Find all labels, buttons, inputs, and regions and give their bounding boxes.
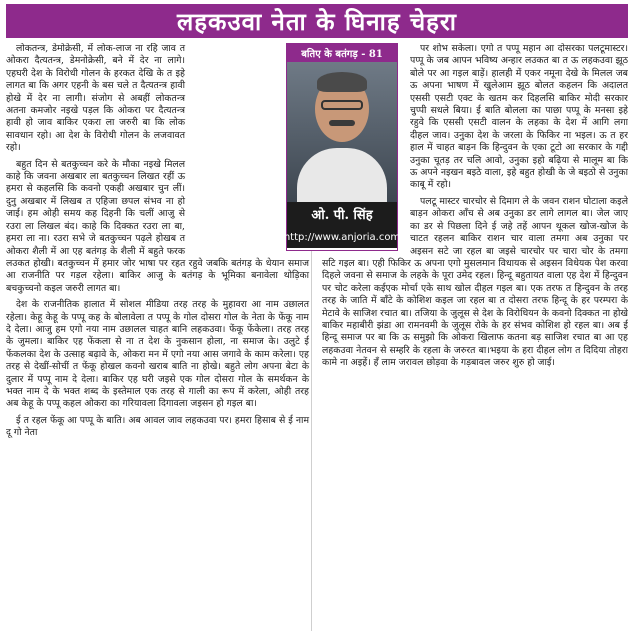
author-url[interactable]: http://www.anjoria.com: [287, 226, 397, 248]
author-name: ओ. पी. सिंह: [287, 202, 397, 226]
glasses-icon: [321, 100, 363, 110]
article-body: [6, 43, 628, 631]
column-tag: बतिए के बतंगड़ - 81: [287, 44, 397, 62]
author-photo: [287, 62, 397, 202]
paragraph: पर शोभ सकेला। एगो त पप्पू महान आ दोसरका पलटूमास्टर। पप्पू के जब आपन भविष्य अन्हार लउकत बा त ऊ लहकउवा झूठ बोले पर आ गइल बाड़ें। हालही में एकर नमूना देखे के मिलल जब ऊ अपना भाषण में खुलेआम झूठ बोलत कहलन कि अदालत एससी एसटी एक्ट के खतम कर दिहलसि बाकिर मोदी सरकार चुप्पी सधले बिया। ई बाति बोलला का पाछा पप्पू के मनसा इहे रहुवे कि एससी एसटी वालन के लहका के देश में आगि लगा दीहल जाव। उनुका देश के जरला के फिकिर ना भइल। ऊ त हर हाल में चाहत बाड़न कि हिन्दुवन के एका टूटो आ सरकार के गद्दी उनुका चूतड़ तर चलि आवो, उनुका इहो बढ़िया से मालूम बा कि ऊ अपने नइखन बइठे वाला, इहे बहुत होखी के जे बइठो से उनुका काबू में रहो।: [410, 43, 628, 191]
paragraph: ई त रहल फेंकू आ पप्पू के बाति। अब आवल जाव लहकउवा पर। हमरा हिसाब से ई नाम दू गो नेता: [6, 414, 309, 439]
headline: लहकउवा नेता के घिनाह चेहरा: [6, 4, 628, 38]
article-column-left: [6, 43, 312, 631]
paragraph: बहुत दिन से बतकुच्चन करे के मौका नइखे मिलल काहे कि जवना अखबार ला बतकुच्चन लिखत रहीं ऊ हमरा से कहलसि कि कवनो एकही अखबार चुन लीं। दुनु अखबार में लिखब त एहिजा छपल संभव ना हो जाई। हम ओही समय कह दिहनी कि चलीं आजु से रउरा ला लिखल बंद। काहे कि दिक्कत रउरा ला बा, हमरा ला ना। रउरा सभे जे बतकुच्चन पढ़ले होखब त ओकरा शैली में आ एह बतंगड़ के शैली में बहुते फरक लउकत होखी। बतकुच्चन में हमार जोर भाषा पर रहत रहुवे जबकि बतंगड़ के धेयान समाज आ राजनीति पर गड़ल रहेला। बाकिर आजु के बतंगड़ के भूमिका बनावेला थोड़िका बचकुच्चनो कइल जरुरी लागत बा।: [6, 158, 309, 294]
paragraph: लोकतन्त्र, डेमोक्रेसी, में लोक-लाज ना रहि जाव त ओकरा दैत्यतन्त्र, डेमनोक्रेसी, बने में देर ना लागे। एहघरी देश के विरोधी गोलन के हरकत देखि के त इहे लागत बा कि अगर एहनी के बस चले त दैत्यतन्त्र हावी होखे में देर ना लागी। संजोग से अबहीं लोकतन्त्र अतना कमजोर नइखे पड़ल कि ओकरा पर दैत्यतन्त्र हावी हो जाव बाकिर एकरा ला जरुरी बा कि लोक सावधान रहो। आ देश के विरोधी गोलन के लजवावत रहो।: [6, 43, 185, 154]
author-feature-box: [283, 43, 401, 251]
paragraph: देश के राजनीतिक हालात में सोशल मीडिया तरह तरह के मुहावरा आ नाम उछालत रहेला। केहू केहू के पप्पू कह के बोलावेला त पप्पू के गोल दोसरा गोल के नेता के फेंकू नाम दे देला। आजु हम एगो नया नाम उछालल चाहत बानि लहकउवा। फेंकू फेंकेला। तरह तरह के जुमला। बाकिर एह फेंकला से ना त देश के नुकसान होला, ना समाज के। उलुटे ई फेंकलका देश के उत्साह बढ़ावे के, ओकरा मन में एगो नया आस जगावे के काम करेला। एह तरह से देखीं-सोचीं त फेंकू होखल कवनो खराब बाति ना होखे। बहुते लोग अपना बेटा के दुलार में पप्पू नाम दे देला। बाकिर एह घरी जइसे एक गोल दोसरा गोल के समर्थकन के भक्त नाम दे के भक्त शब्द के इस्तेमाल एक तरह से गाली का रूप में करेला, ओही तरह अब केहू के पप्पू कहल ओकरा का गरियावला दिगावला जइसन हो गइल बा।: [6, 299, 309, 410]
author-shirt: [297, 148, 387, 202]
author-mustache: [329, 120, 355, 126]
paragraph: पलटू मास्टर चारचोर से दिमाग ले के जवन राशन घोटाला कइले बाड़न ओकरा आँच से अब उनुका डर लागे लागल बा। जेल जाए का डर से पिछला दिने ई जहे तहें आपन थूकल खोज-खोज के चाटत रहलन बाकिर राशन चार वाला तमगा अब उनुका पर अइसन सटे जा रहल बा जइसे चारचोर पर चारा चोर के तमगा सटि गइल बा। एही फिकिर ऊ अपना एगो मुसलमान विधायक से अइसन विधेयक पेश करवा दिहले जवना से समाज के लहके के पूरा उमेद रहल। हिन्दू बहुतायत वाला एह देश में हिन्दुवन पर चोट करेला कईएक मोर्चा एके साथ खोल दीहल गइल बा। एक तरफ त हिन्दुवन के तरह तरह के जाति में बाँटे के कोशिश कइल जा रहल बा त दोसरा तरफ हिन्दू के हर परम्परा के मेटावे के साजिश रचात बा। तजिया के जुलूस से देश के विरोधियन के कवनो दिक्कत ना होखे बाकिर महाबीरी झंडा आ रामनवमी के जुलूस रोके के हर संभव कोशिश हो रहल बा। अब ई हिन्दू समाज पर बा कि ऊ समुझो कि ओकरा खिलाफ कतना बड़ साजिश रचात बा आ एह लहकउवा नेतवन से सम्हरि के रहला के जरुरत बा।भइया के हरा दीहल लोग त दिदिया तोहरा कामे ना अइहें। हँ लाम जरावल छोड़वा के गड़बावल जरुर शुरु हो जाई।: [322, 195, 628, 369]
author-hair: [317, 72, 367, 92]
